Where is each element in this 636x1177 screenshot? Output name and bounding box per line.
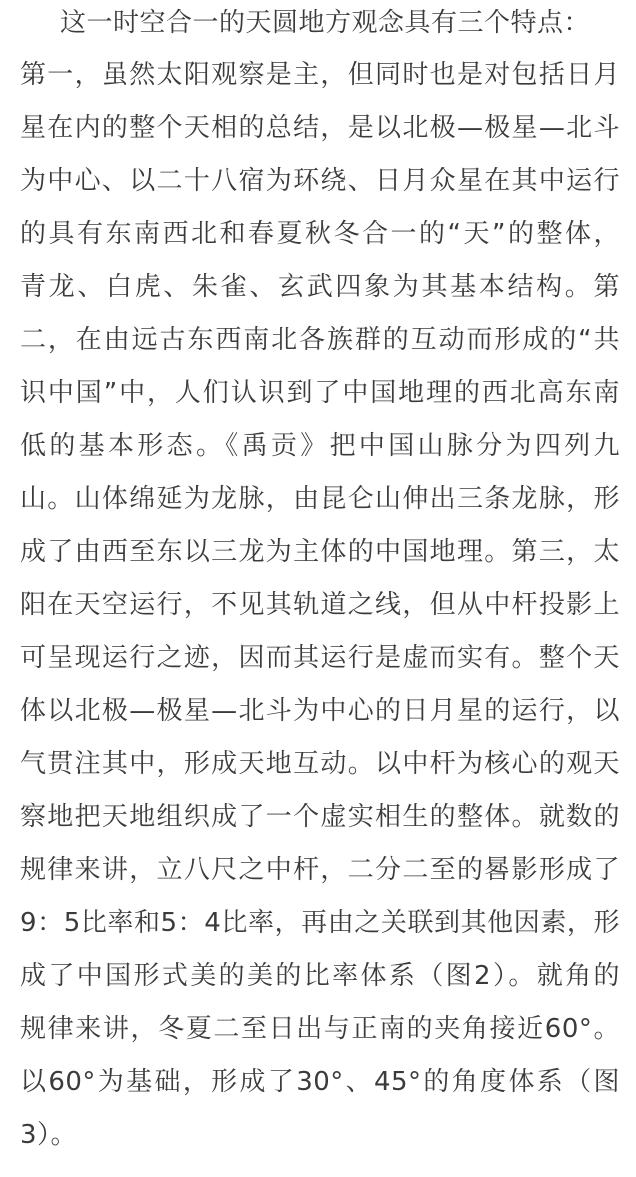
paragraph-line: 的具有东南西北和春夏秋冬合一的“天”的整体， <box>20 219 620 249</box>
paragraph-line: 为中心、以二十八宿为环绕、日月众星在其中运行 <box>20 166 620 196</box>
paragraph-line: 气贯注其中，形成天地互动。以中杆为核心的观天 <box>20 749 620 779</box>
paragraph-line: 体以北极—极星—北斗为中心的日月星的运行，以 <box>20 696 620 726</box>
paragraph-line: 成了中国形式美的美的比率体系（图2）。就角的 <box>20 961 620 991</box>
paragraph-line: 青龙、白虎、朱雀、玄武四象为其基本结构。第 <box>20 272 620 302</box>
paragraph-line: 星在内的整个天相的总结，是以北极—极星—北斗 <box>20 113 620 143</box>
paragraph-line: 低的基本形态。《禹贡》把中国山脉分为四列九 <box>20 431 620 461</box>
paragraph-line: 山。山体绵延为龙脉，由昆仑山伸出三条龙脉，形 <box>20 484 620 514</box>
paragraph-line: 成了由西至东以三龙为主体的中国地理。第三，太 <box>20 537 620 567</box>
paragraph-line: 这一时空合一的天圆地方观念具有三个特点： <box>60 8 591 38</box>
paragraph-line: 可呈现运行之迹，因而其运行是虚而实有。整个天 <box>20 643 620 673</box>
paragraph-line: 规律来讲，冬夏二至日出与正南的夹角接近60°。 <box>20 1014 620 1044</box>
paragraph-line: 察地把天地组织成了一个虚实相生的整体。就数的 <box>20 802 620 832</box>
paragraph-line: 第一，虽然太阳观察是主，但同时也是对包括日月 <box>20 60 620 90</box>
paragraph-line: 以60°为基础，形成了30°、45°的角度体系（图 <box>20 1067 620 1097</box>
paragraph-line: 识中国”中，人们认识到了中国地理的西北高东南 <box>20 378 620 408</box>
paragraph-line: 9：5比率和5：4比率，再由之关联到其他因素，形 <box>20 908 620 938</box>
paragraph-line: 3）。 <box>20 1120 78 1150</box>
paragraph-line: 阳在天空运行，不见其轨道之线，但从中杆投影上 <box>20 590 620 620</box>
paragraph-line: 规律来讲，立八尺之中杆，二分二至的晷影形成了 <box>20 855 620 885</box>
paragraph-line: 二，在由远古东西南北各族群的互动而形成的“共 <box>20 325 620 355</box>
